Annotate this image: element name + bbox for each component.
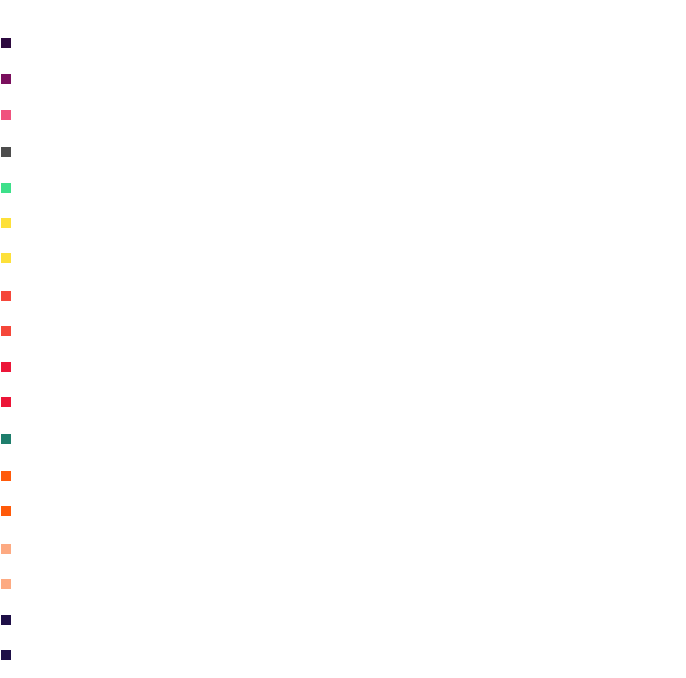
- color-swatch: [1, 544, 11, 554]
- color-swatch: [1, 183, 11, 193]
- color-swatch: [1, 471, 11, 481]
- color-swatch: [1, 326, 11, 336]
- color-swatch: [1, 74, 11, 84]
- color-swatch: [1, 147, 11, 157]
- color-swatch: [1, 650, 11, 660]
- color-swatch: [1, 434, 11, 444]
- color-swatch: [1, 615, 11, 625]
- color-swatch: [1, 579, 11, 589]
- color-swatch: [1, 110, 11, 120]
- color-swatch: [1, 291, 11, 301]
- color-swatch: [1, 253, 11, 263]
- color-swatch: [1, 38, 11, 48]
- color-swatch: [1, 397, 11, 407]
- color-swatch: [1, 362, 11, 372]
- color-swatch: [1, 506, 11, 516]
- color-swatch: [1, 218, 11, 228]
